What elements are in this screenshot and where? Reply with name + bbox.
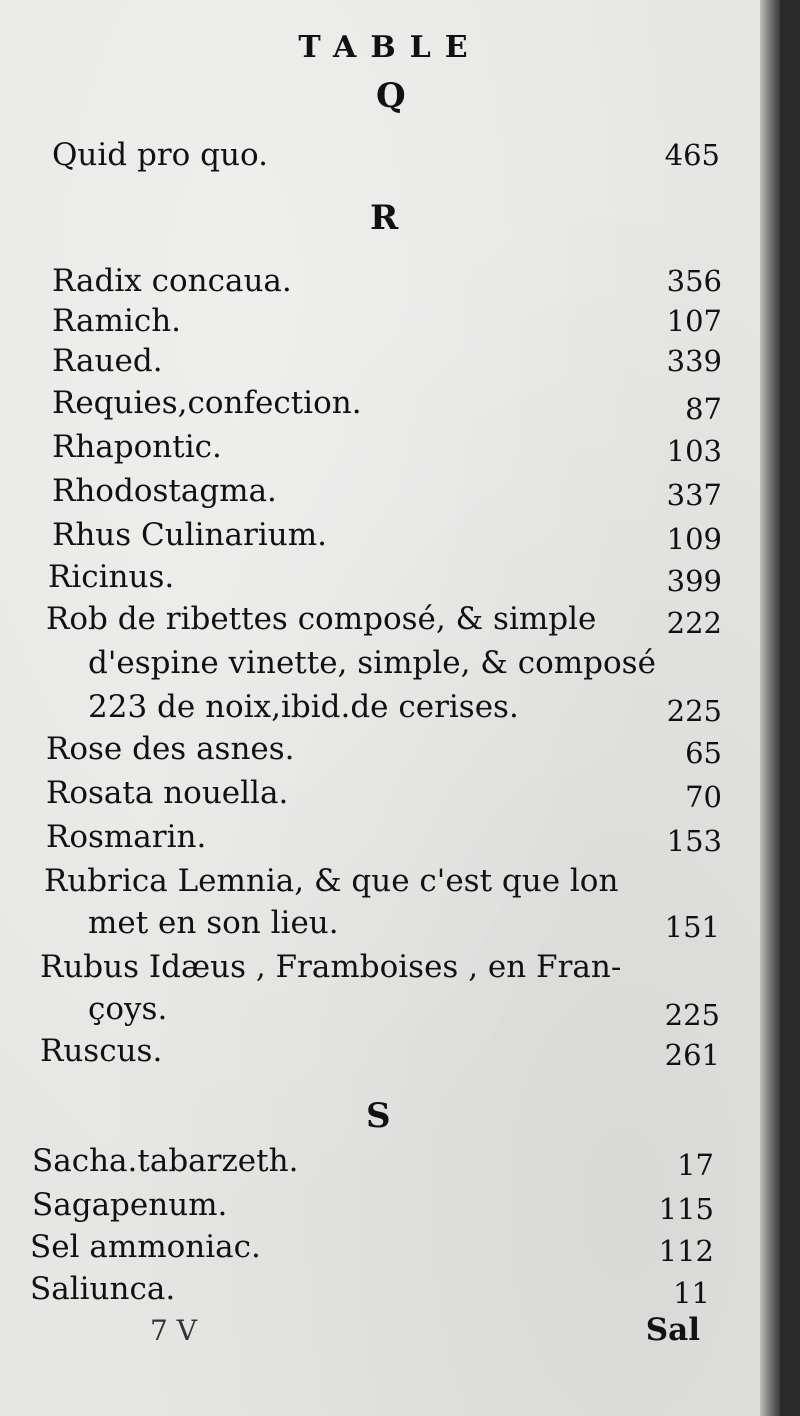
index-entry: Radix concaua. (52, 263, 292, 299)
index-entry: Ricinus. (48, 559, 175, 595)
page-number: 153 (666, 824, 722, 858)
section-letter-s: S (366, 1096, 391, 1136)
section-letter-q: Q (376, 76, 406, 116)
page-number: 112 (658, 1234, 714, 1268)
catchword: Sal (645, 1312, 700, 1348)
page-number: 107 (666, 304, 722, 338)
index-entry: Saliunca. (30, 1271, 176, 1307)
running-head: TABLE (298, 30, 482, 65)
index-entry: Rob de ribettes composé, & simple (46, 601, 597, 637)
index-entry: Requies,confection. (52, 385, 362, 421)
index-entry: Rhapontic. (52, 429, 222, 465)
index-entry: Ramich. (52, 303, 182, 339)
index-entry: Rose des asnes. (46, 731, 295, 767)
index-entry: Sacha.tabarzeth. (32, 1143, 299, 1179)
page-number: 115 (658, 1192, 714, 1226)
page-number: 261 (664, 1038, 720, 1072)
index-entry: Sagapenum. (32, 1187, 228, 1223)
page-number: 399 (666, 564, 722, 598)
index-entry: Sel ammoniac. (30, 1229, 261, 1265)
index-entry: Rhus Culinarium. (52, 517, 327, 553)
page-number: 17 (677, 1148, 714, 1182)
index-entry-continuation: 223 de noix,ibid.de cerises. (88, 689, 519, 725)
index-entry: Raued. (52, 343, 163, 379)
index-entry-continuation: d'espine vinette, simple, & composé (88, 645, 656, 681)
index-entry-continuation: met en son lieu. (88, 905, 339, 941)
page-number: 339 (666, 344, 722, 378)
page-number: 11 (673, 1276, 710, 1310)
page-number: 225 (666, 694, 722, 728)
page-gutter (760, 0, 780, 1416)
index-entry: Rubus Idæus , Framboises , en Fran- (40, 949, 622, 985)
section-letter-r: R (370, 198, 399, 238)
page-number: 356 (666, 264, 722, 298)
page-number: 222 (666, 606, 722, 640)
page-number: 225 (664, 998, 720, 1032)
page-number: 65 (685, 736, 722, 770)
page-number: 337 (666, 478, 722, 512)
page-number: 151 (664, 910, 720, 944)
page-number: 465 (664, 138, 720, 172)
index-entry: Rubrica Lemnia, & que c'est que lon (44, 863, 619, 899)
page-number: 103 (666, 434, 722, 468)
signature-mark: 7 V (150, 1314, 197, 1347)
index-entry: Rosmarin. (46, 819, 207, 855)
page-number: 109 (666, 522, 722, 556)
index-entry: Rosata nouella. (46, 775, 289, 811)
index-entry-continuation: çoys. (88, 991, 168, 1027)
page-number: 70 (685, 780, 722, 814)
index-entry: Ruscus. (40, 1033, 163, 1069)
page-number: 87 (685, 392, 722, 426)
index-entry: Rhodostagma. (52, 473, 277, 509)
index-entry: Quid pro quo. (52, 137, 268, 173)
